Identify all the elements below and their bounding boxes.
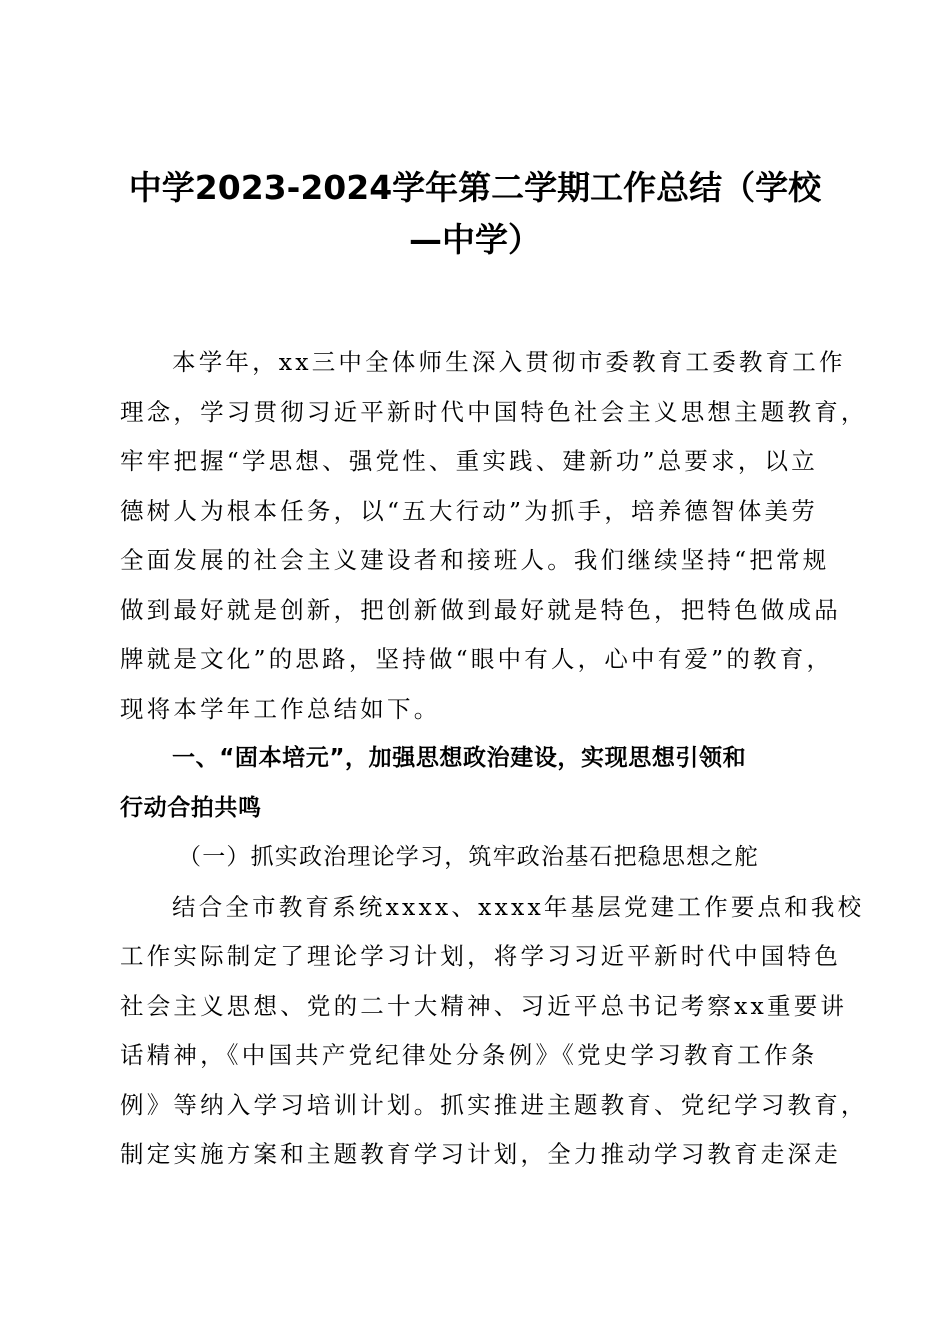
heading-line: 行动合拍共鸣 [120,794,262,821]
title-line-2: —中学） [409,220,541,259]
paragraph-line: 本学年，xx三中全体师生深入贯彻市委教育工委教育工作 [172,348,846,376]
paragraph-line: 结合全市教育系统xxxx、xxxx年基层党建工作要点和我校 [172,892,865,921]
paragraph-line: 工作实际制定了理论学习计划，将学习习近平新时代中国特色 [120,942,841,970]
section-1-subheading: （一）抓实政治理论学习，筑牢政治基石把稳思想之舵 [178,844,759,870]
title-line-1: 中学2023-2024学年第二学期工作总结（学校 [128,168,822,207]
heading-line: 一、“固本培元”，加强思想政治建设，实现思想引领和 [172,745,747,771]
paragraph-line: 话精神，《中国共产党纪律处分条例》《党史学习教育工作条 [120,1041,818,1069]
paragraph-line: 牢牢把握“学思想、强党性、重实践、建新功”总要求，以立 [120,447,818,475]
paragraph-line: 做到最好就是创新，把创新做到最好就是特色，把特色做成品 [120,595,841,624]
intro-paragraph [120,338,868,734]
paragraph-line: 现将本学年工作总结如下。 [120,694,441,723]
paragraph-line: 制定实施方案和主题教育学习计划，全力推动学习教育走深走 [120,1140,841,1168]
section-1-heading [120,734,840,833]
paragraph-line: 社会主义思想、党的二十大精神、习近平总书记考察xx重要讲 [120,991,848,1020]
paragraph-line: 德树人为根本任务，以“五大行动”为抓手，培养德智体美劳 [120,496,818,525]
paragraph-line: 例》等纳入学习培训计划。抓实推进主题教育、党纪学习教育， [120,1090,868,1119]
document-body [120,338,868,1180]
paragraph-line: 全面发展的社会主义建设者和接班人。我们继续坚持“把常规 [120,546,830,574]
section-1-paragraph [120,883,868,1180]
paragraph-line: 牌就是文化”的思路，坚持做“眼中有人，心中有爱”的教育， [120,645,834,673]
paragraph-line: 理念，学习贯彻习近平新时代中国特色社会主义思想主题教育， [120,397,868,426]
document-title [100,162,850,266]
